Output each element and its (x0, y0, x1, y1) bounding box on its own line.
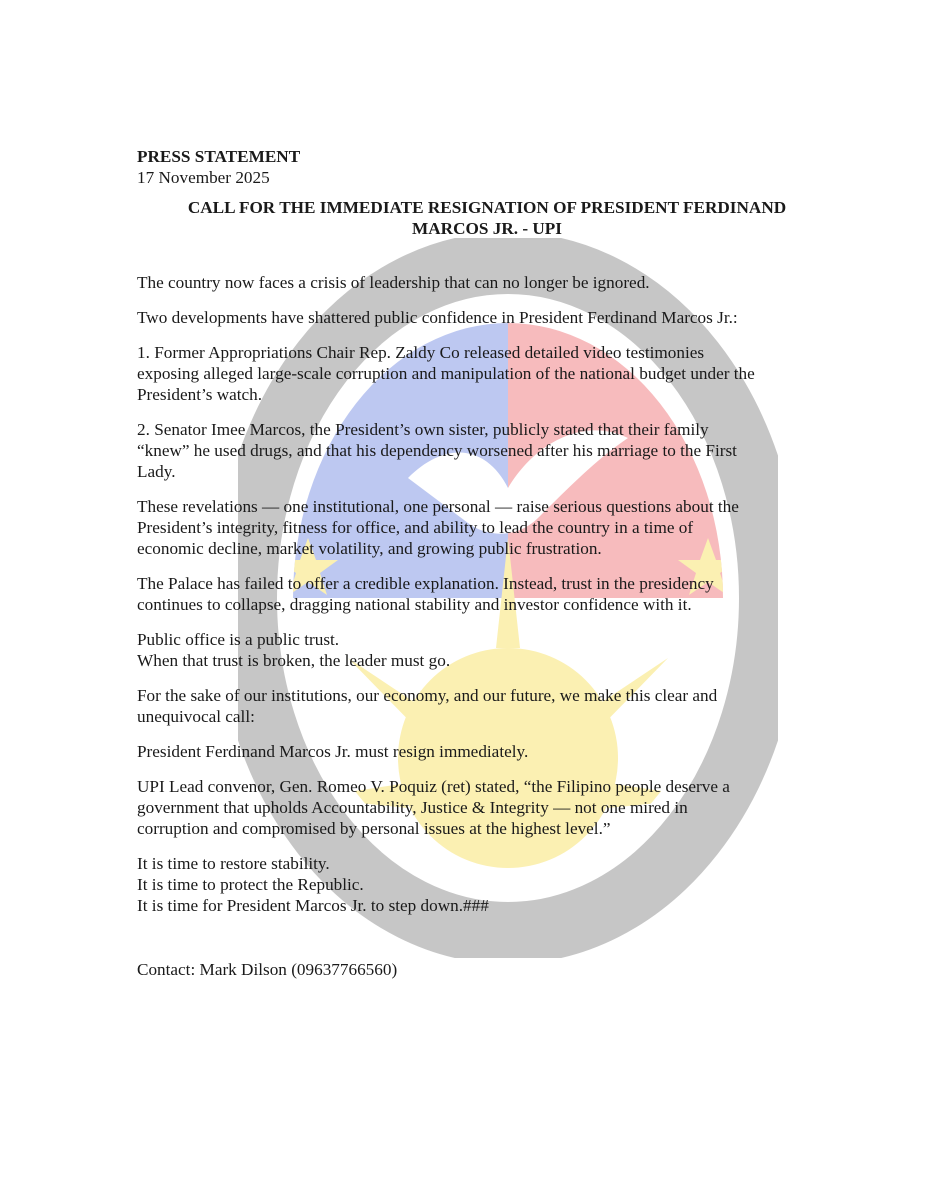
statement-label: PRESS STATEMENT (137, 147, 301, 166)
paragraph-4-line: 2. Senator Imee Marcos, the President’s own sister, publicly stated that their family (137, 420, 709, 439)
paragraph-3-line: 1. Former Appropriations Chair Rep. Zaldy Co released detailed video testimonies (137, 343, 705, 362)
paragraph-6-line: continues to collapse, dragging national stability and investor confidence with it. (137, 595, 692, 614)
press-statement-body (137, 146, 817, 980)
statement-date: 17 November 2025 (137, 168, 270, 187)
paragraph-9: President Ferdinand Marcos Jr. must resign immediately. (137, 742, 529, 761)
paragraph-4-line: “knew” he used drugs, and that his dependency worsened after his marriage to the First (137, 441, 737, 460)
paragraph-5 (137, 496, 817, 559)
paragraph-6 (137, 573, 817, 615)
paragraph-7-line: Public office is a public trust. (137, 630, 340, 649)
paragraph-4-line: Lady. (137, 462, 176, 481)
paragraph-11 (137, 853, 817, 916)
paragraph-11-line: It is time to protect the Republic. (137, 875, 364, 894)
paragraph-5-line: President’s integrity, fitness for office, and ability to lead the country in a time of (137, 518, 694, 537)
paragraph-8-line: For the sake of our institutions, our economy, and our future, we make this clear and (137, 686, 718, 705)
paragraph-7 (137, 629, 817, 671)
paragraph-5-line: These revelations — one institutional, one personal — raise serious questions about the (137, 497, 739, 516)
paragraph-10 (137, 776, 817, 839)
paragraph-11-line: It is time for President Marcos Jr. to step down.### (137, 896, 489, 915)
paragraph-10-line: corruption and compromised by personal issues at the highest level.” (137, 819, 611, 838)
paragraph-11-line: It is time to restore stability. (137, 854, 330, 873)
statement-title (137, 197, 817, 239)
paragraph-1: The country now faces a crisis of leadership that can no longer be ignored. (137, 273, 650, 292)
paragraph-2: Two developments have shattered public confidence in President Ferdinand Marcos Jr.: (137, 308, 738, 327)
paragraph-5-line: economic decline, market volatility, and growing public frustration. (137, 539, 602, 558)
paragraph-3-line: President’s watch. (137, 385, 263, 404)
paragraph-10-line: UPI Lead convenor, Gen. Romeo V. Poquiz (ret) stated, “the Filipino people deserve a (137, 777, 730, 796)
paragraph-10-line: government that upholds Accountability, Justice & Integrity — not one mired in (137, 798, 688, 817)
paragraph-7-line: When that trust is broken, the leader must go. (137, 651, 451, 670)
title-line-1: CALL FOR THE IMMEDIATE RESIGNATION OF PRESIDENT FERDINAND (187, 198, 787, 217)
title-line-2: MARCOS JR. - UPI (412, 219, 562, 238)
paragraph-8 (137, 685, 817, 727)
paragraph-4 (137, 419, 817, 482)
contact-line: Contact: Mark Dilson (09637766560) (137, 960, 398, 979)
paragraph-3-line: exposing alleged large-scale corruption and manipulation of the national budget under the (137, 364, 755, 383)
paragraph-3 (137, 342, 817, 405)
paragraph-8-line: unequivocal call: (137, 707, 255, 726)
paragraph-6-line: The Palace has failed to offer a credible explanation. Instead, trust in the presidency (137, 574, 714, 593)
